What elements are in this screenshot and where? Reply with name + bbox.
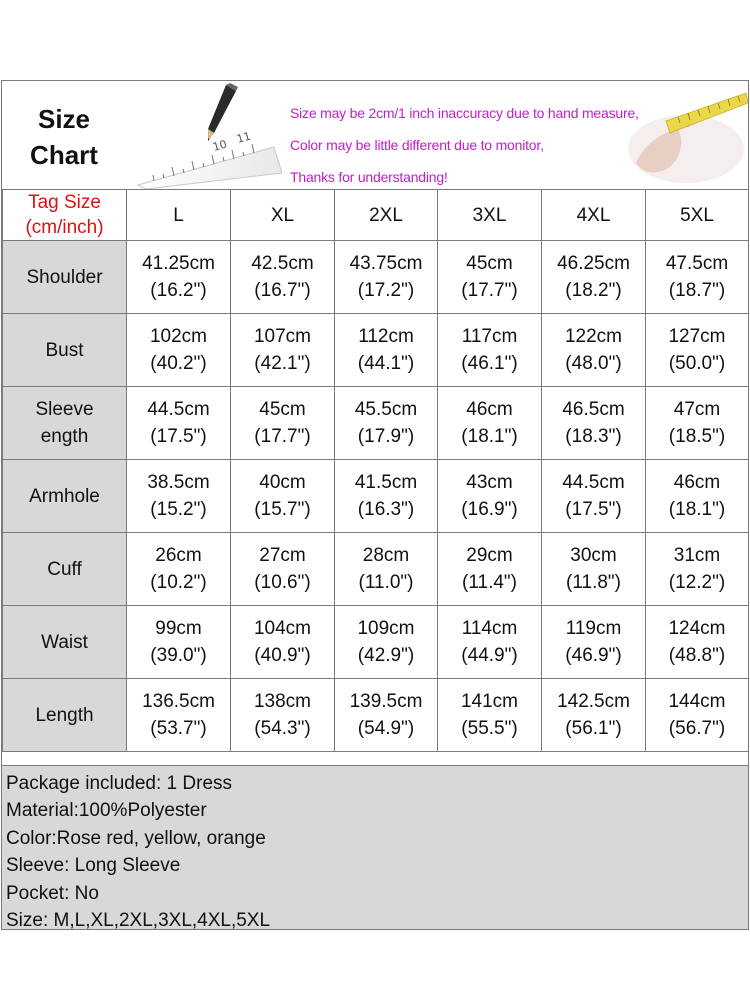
table-cell [127,241,231,314]
cell-inch: (42.9") [357,645,415,666]
cell-inch: (56.1") [565,718,622,739]
cell-inch: (40.2") [150,353,207,374]
cell-inch: (48.0") [565,353,622,374]
table-cell [646,606,749,679]
cell-cm: 104cm [253,618,312,639]
measurement-notes [290,97,639,193]
cell-cm: 141cm [460,691,519,712]
cell-cm: 138cm [253,691,312,712]
cell-inch: (17.9") [357,426,415,447]
cell-inch: (46.9") [565,645,622,666]
row-label [3,241,127,314]
table-cell [646,533,749,606]
cell-inch: (55.5") [461,718,518,739]
cell-inch: (11.0") [358,572,414,593]
cell-inch: (18.7") [668,280,726,301]
table-cell [335,241,438,314]
cell-cm: 119cm [565,618,622,639]
table-cell [231,533,335,606]
table-cell [231,387,335,460]
table-cell [438,460,542,533]
cell-inch: (54.3") [254,718,311,739]
cell-cm: 46.5cm [562,399,625,420]
table-cell [542,606,646,679]
cell-inch: (12.2") [668,572,726,593]
row-label [3,533,127,606]
cell-inch: (42.1") [254,353,311,374]
cell-cm: 29cm [466,545,513,566]
cell-cm: 41.5cm [354,472,418,493]
cell-cm: 124cm [668,618,726,639]
cell-inch: (46.1") [461,353,518,374]
cell-inch: (17.2") [357,280,415,301]
cell-cm: 99cm [155,618,202,639]
cell-inch: (53.7") [150,718,207,739]
cell-inch: (15.7") [254,499,311,520]
table-cell [231,460,335,533]
table-cell [335,606,438,679]
table-cell [646,679,749,752]
cell-cm: 44.5cm [562,472,625,493]
row-label-line1: Sleeve [35,399,94,420]
table-cell [438,606,542,679]
cell-inch: (39.0") [150,645,207,666]
cell-inch: (10.6") [254,572,311,593]
table-row-sleeve-length [3,387,749,460]
table-row-length [3,679,749,752]
table-row-cuff [3,533,749,606]
cell-inch: (17.7") [254,426,311,447]
cell-cm: 38.5cm [147,472,210,493]
cell-inch: (17.5") [565,499,622,520]
info-size: Size: M,L,XL,2XL,3XL,4XL,5XL [6,910,271,932]
tag-size-label [3,190,127,241]
row-label-line1: Length [35,704,94,726]
table-row-bust [3,314,749,387]
size-header-row [3,190,749,241]
chart-title-line2: Chart [30,140,98,170]
cell-inch: (11.8") [566,572,621,593]
table-cell [438,533,542,606]
cell-cm: 45cm [466,253,513,274]
table-cell [127,460,231,533]
cell-cm: 142.5cm [557,691,630,712]
cell-cm: 144cm [668,691,726,712]
tag-size-label-line2: (cm/inch) [25,217,104,238]
cell-cm: 43cm [466,472,513,493]
size-col-2XL: 2XL [335,190,438,241]
row-label [3,606,127,679]
ruler-mark-10: 10 [211,137,229,154]
cell-inch: (10.2") [150,572,207,593]
table-cell [542,241,646,314]
table-cell [438,241,542,314]
cell-inch: (18.1") [668,499,726,520]
cell-inch: (56.7") [668,718,726,739]
cell-inch: (40.9") [254,645,311,666]
row-label-line1: Cuff [47,558,82,580]
cell-cm: 122cm [564,326,623,347]
table-row-shoulder [3,241,749,314]
cell-cm: 28cm [362,545,410,566]
cell-cm: 107cm [253,326,312,347]
cell-cm: 114cm [461,618,518,639]
table-cell [542,460,646,533]
cell-inch: (15.2") [150,499,207,520]
table-cell [646,314,749,387]
table-cell [127,533,231,606]
size-col-3XL: 3XL [438,190,542,241]
table-cell [542,387,646,460]
pencil-icon [208,83,238,141]
info-pocket: Pocket: No [6,882,99,904]
table-cell [335,387,438,460]
table-cell [127,679,231,752]
table-cell [646,241,749,314]
row-label-line1: Armhole [29,485,100,507]
table-cell [335,679,438,752]
table-cell [127,387,231,460]
cell-cm: 139.5cm [349,691,423,712]
table-cell [438,387,542,460]
table-cell [646,460,749,533]
cell-cm: 46.25cm [557,253,630,274]
cell-cm: 44.5cm [147,399,210,420]
size-chart [1,80,749,930]
table-cell [438,314,542,387]
cell-inch: (44.1") [357,353,415,374]
row-label [3,387,127,460]
row-label-line1: Bust [45,339,84,361]
row-label-line1: Waist [41,631,88,653]
cell-cm: 127cm [668,326,726,347]
cell-inch: (16.3") [357,499,415,520]
cell-cm: 40cm [259,472,306,493]
row-label [3,314,127,387]
cell-inch: (17.5") [150,426,207,447]
cell-cm: 102cm [149,326,208,347]
row-label-line2: ength [40,426,89,447]
note-line-1: Size may be 2cm/1 inch inaccuracy due to hand measure, [290,105,639,121]
cell-cm: 31cm [673,545,721,566]
cell-cm: 112cm [358,326,414,347]
table-cell [231,314,335,387]
cell-cm: 42.5cm [251,253,314,274]
cell-cm: 109cm [357,618,415,639]
cell-inch: (16.7") [254,280,311,301]
cell-cm: 41.25cm [142,253,215,274]
table-cell [231,241,335,314]
cell-inch: (18.3") [565,426,622,447]
table-cell [127,314,231,387]
row-label [3,679,127,752]
table-cell [231,606,335,679]
note-line-3: Thanks for understanding! [290,169,448,185]
info-package: Package included: 1 Dress [6,773,233,794]
table-cell [542,314,646,387]
tape-measure-hand-image [626,89,748,185]
ruler-pencil-illustration [134,81,282,189]
row-label-line1: Shoulder [26,266,103,288]
table-cell [646,387,749,460]
size-table [2,189,749,752]
info-material: Material:100%Polyester [6,800,207,822]
row-label [3,460,127,533]
cell-inch: (11.4") [462,572,517,593]
cell-cm: 45.5cm [354,399,418,420]
cell-cm: 117cm [461,326,518,347]
tag-size-label-line1: Tag Size [28,192,101,213]
table-row-waist [3,606,749,679]
size-col-L: L [127,190,231,241]
chart-title-line1: Size [37,104,91,134]
cell-inch: (48.8") [668,645,726,666]
cell-inch: (16.9") [461,499,518,520]
cell-cm: 47cm [673,399,721,420]
cell-cm: 136.5cm [142,691,215,712]
cell-cm: 45cm [259,399,306,420]
table-cell [542,533,646,606]
cell-inch: (18.2") [565,280,622,301]
info-sleeve: Sleeve: Long Sleeve [6,855,181,877]
note-line-2: Color may be little different due to monitor, [290,137,544,153]
table-cell [127,606,231,679]
info-color: Color:Rose red, yellow, orange [6,827,266,849]
cell-cm: 46cm [466,399,513,420]
cell-cm: 30cm [570,545,617,566]
cell-inch: (18.5") [668,426,726,447]
table-cell [438,679,542,752]
cell-inch: (54.9") [357,718,415,739]
chart-title [4,87,124,183]
cell-inch: (18.1") [461,426,518,447]
table-row-armhole [3,460,749,533]
table-cell [231,679,335,752]
cell-cm: 46cm [673,472,721,493]
cell-inch: (50.0") [668,353,726,374]
cell-cm: 27cm [259,545,306,566]
table-cell [335,460,438,533]
size-col-4XL: 4XL [542,190,646,241]
table-cell [542,679,646,752]
size-col-5XL: 5XL [646,190,749,241]
table-cell [335,533,438,606]
cell-inch: (44.9") [461,645,518,666]
size-chart-header [2,81,748,190]
cell-inch: (16.2") [150,280,207,301]
size-col-XL: XL [231,190,335,241]
cell-inch: (17.7") [461,280,518,301]
ruler-mark-11: 11 [235,129,253,146]
cell-cm: 47.5cm [665,253,729,274]
product-info [2,765,748,932]
cell-cm: 26cm [155,545,202,566]
cell-cm: 43.75cm [349,253,423,274]
table-cell [335,314,438,387]
